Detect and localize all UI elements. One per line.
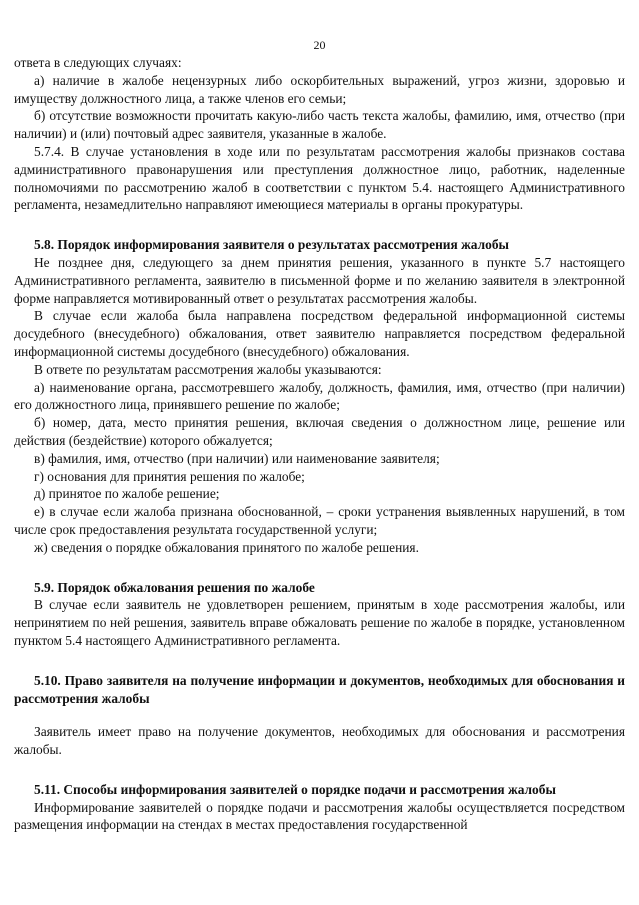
section-5-10-heading: 5.10. Право заявителя на получение информации и документов, необходимых для обоснования и рассмотрения жалобы <box>14 672 625 706</box>
section-5-8-paragraph-1: Не позднее дня, следующего за днем принятия решения, указанного в пункте 5.7 настоящего Административного регламента, заявителю в письменной форме и по желанию заявителя в электронной форме направляется мотивированный ответ о результатах рассмотрения жалобы. <box>14 254 625 306</box>
response-item-g: г) основания для принятия решения по жалобе; <box>34 468 305 484</box>
section-5-10-paragraph: Заявитель имеет право на получение документов, необходимых для обоснования и рассмотрения жалобы. <box>14 724 625 758</box>
response-item-d: д) принятое по жалобе решение; <box>34 486 220 502</box>
intro-item-a: а) наличие в жалобе нецензурных либо оскорбительных выражений, угроз жизни, здоровью и имуществу должностного лица, а также членов его семьи; <box>14 72 625 106</box>
section-5-11-paragraph: Информирование заявителей о порядке подачи и рассмотрения жалобы осуществляется посредством размещения информации на стендах в местах предоставления государственной <box>14 799 625 833</box>
intro-lead: ответа в следующих случаях: <box>14 55 182 70</box>
response-item-e: е) в случае если жалоба признана обоснованной, – сроки устранения выявленных нарушений, в том числе срок предоставления результата государственной услуги; <box>14 504 625 537</box>
intro-item-b: б) отсутствие возможности прочитать какую-либо часть текста жалобы, фамилию, имя, отчество (при наличии) и (или) почтовый адрес заявителя, указанные в жалобе. <box>14 108 625 142</box>
section-5-8-heading: 5.8. Порядок информирования заявителя о результатах рассмотрения жалобы <box>34 237 509 253</box>
section-5-9-heading: 5.9. Порядок обжалования решения по жалобе <box>34 579 315 595</box>
response-item-b: б) номер, дата, место принятия решения, включая сведения о должностном лице, решение или действия (бездействие) которого обжалуется; <box>14 415 625 448</box>
document-body <box>14 54 625 834</box>
paragraph-5-7-4: 5.7.4. В случае установления в ходе или по результатам рассмотрения жалобы признаков состава административного правонарушения или преступления должностное лицо, работник, наделенные полномочиями по рассмотрению жалоб в соответствии с пунктом 5.4. настоящего Административного регламента, незамедлительно направляют имеющиеся материалы в органы прокуратуры. <box>14 143 625 213</box>
response-item-zh: ж) сведения о порядке обжалования принятого по жалобе решения. <box>34 539 419 555</box>
section-5-8-paragraph-2: В случае если жалоба была направлена посредством федеральной информационной системы досудебного (внесудебного) обжалования, ответ заявителю направляется посредством федеральной информационной системы досудебного (внесудебного) обжалования. <box>14 308 625 359</box>
section-5-11-heading: 5.11. Способы информирования заявителей о порядке подачи и рассмотрения жалобы <box>34 781 556 797</box>
response-item-a: а) наименование органа, рассмотревшего жалобу, должность, фамилия, имя, отчество (при наличии) его должностного лица, принявшего решение по жалобе; <box>14 379 625 413</box>
section-5-9-paragraph: В случае если заявитель не удовлетворен решением, принятым в ходе рассмотрения жалобы, или непринятием по ней решения, заявитель вправе обжаловать решение по жалобе в порядке, установленном пунктом 5.4 настоящего Административного регламента. <box>14 597 625 648</box>
section-5-8-paragraph-3: В ответе по результатам рассмотрения жалобы указываются: <box>34 361 382 377</box>
response-item-v: в) фамилия, имя, отчество (при наличии) или наименование заявителя; <box>34 450 440 466</box>
page-number: 20 <box>313 38 326 52</box>
